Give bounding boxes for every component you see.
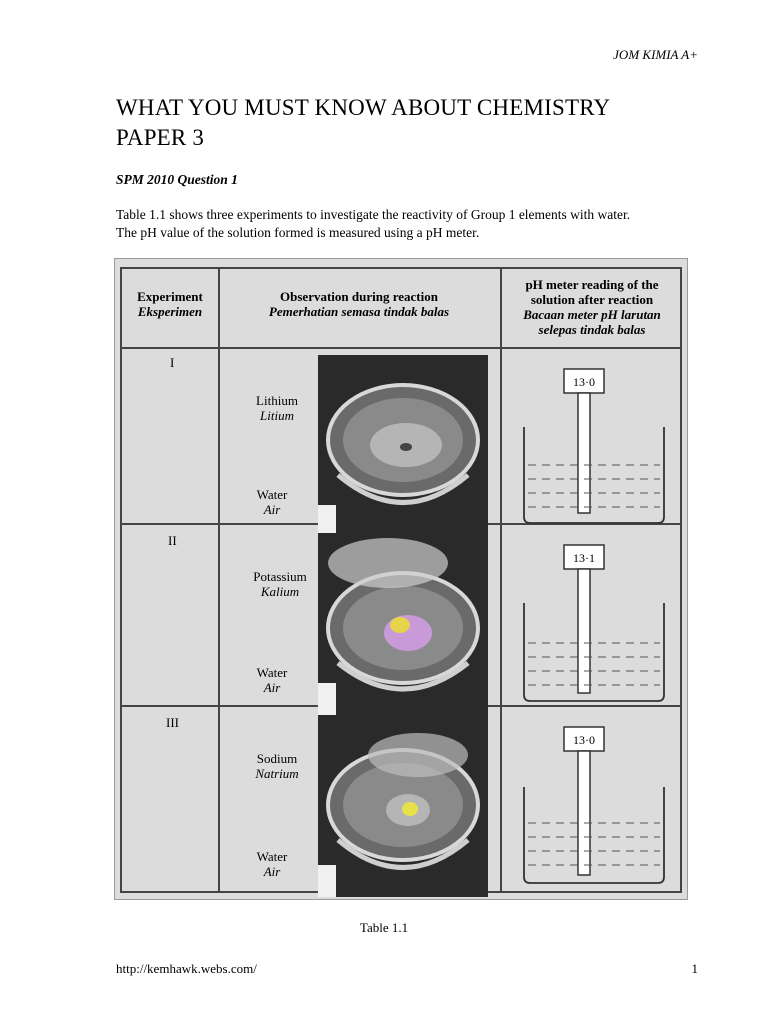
header-ph-line-1: pH meter reading of the — [525, 277, 659, 292]
header-experiment — [122, 289, 218, 319]
water-label-ms: Air — [263, 864, 281, 879]
photo-sodium — [318, 715, 488, 897]
table-divider — [218, 269, 220, 891]
beaker-image — [318, 355, 488, 537]
ph-reading: 13·0 — [573, 733, 595, 747]
intro-line-2: The pH value of the solution formed is measured using a pH meter. — [116, 225, 480, 240]
ph-meter-diagram — [514, 533, 674, 713]
row-numeral: I — [170, 355, 175, 370]
row-numeral: III — [166, 715, 179, 730]
table-divider — [122, 347, 680, 349]
page-title: WHAT YOU MUST KNOW ABOUT CHEMISTRY PAPER 3 — [116, 95, 610, 150]
beaker-image — [318, 715, 488, 897]
element-name-ms: Kalium — [260, 584, 300, 599]
element-name: Lithium — [256, 393, 298, 408]
element-name-ms: Natrium — [255, 766, 299, 781]
table-caption: Table 1.1 — [359, 920, 409, 935]
header-observation — [218, 289, 500, 319]
experiment-table — [120, 267, 682, 893]
header-observation-ms: Pemerhatian semasa tindak balas — [268, 304, 450, 319]
water-label: Water — [256, 665, 288, 680]
row-numeral: II — [168, 533, 177, 548]
label-lithium — [232, 393, 322, 423]
header-ph — [500, 277, 684, 337]
photo-potassium — [318, 533, 488, 715]
element-name-ms: Litium — [260, 408, 294, 423]
header-ph-ms-line-2: selepas tindak balas — [538, 322, 646, 337]
beaker-image — [318, 533, 488, 715]
footer-url[interactable]: http://kemhawk.webs.com/ — [116, 961, 257, 976]
ph-meter-diagram — [514, 357, 674, 537]
water-label: Water — [256, 487, 288, 502]
page-number: 1 — [691, 961, 698, 976]
water-label-ms: Air — [263, 502, 281, 517]
label-water — [232, 665, 312, 695]
table-scan — [114, 258, 688, 900]
element-name: Potassium — [253, 569, 307, 584]
label-water — [232, 487, 312, 517]
water-label-ms: Air — [263, 680, 281, 695]
header-ph-ms-line-1: Bacaan meter pH larutan — [523, 307, 661, 322]
photo-lithium — [318, 355, 488, 537]
label-water — [232, 849, 312, 879]
water-label: Water — [256, 849, 288, 864]
header-experiment-en: Experiment — [137, 289, 203, 304]
header-ph-line-2: solution after reaction — [530, 292, 654, 307]
label-potassium — [230, 569, 330, 599]
header-brand: JOM KIMIA A+ — [613, 47, 698, 62]
header-observation-en: Observation during reaction — [280, 289, 438, 304]
intro-line-1: Table 1.1 shows three experiments to investigate the reactivity of Group 1 elements with water. — [116, 207, 631, 222]
header-experiment-ms: Eksperimen — [137, 304, 203, 319]
element-name: Sodium — [256, 751, 298, 766]
table-divider — [500, 269, 502, 891]
label-sodium — [232, 751, 322, 781]
question-subtitle: SPM 2010 Question 1 — [116, 172, 238, 187]
intro-text — [116, 206, 716, 242]
ph-reading: 13·0 — [573, 375, 595, 389]
ph-reading: 13·1 — [573, 551, 595, 565]
ph-meter-diagram — [514, 715, 674, 895]
